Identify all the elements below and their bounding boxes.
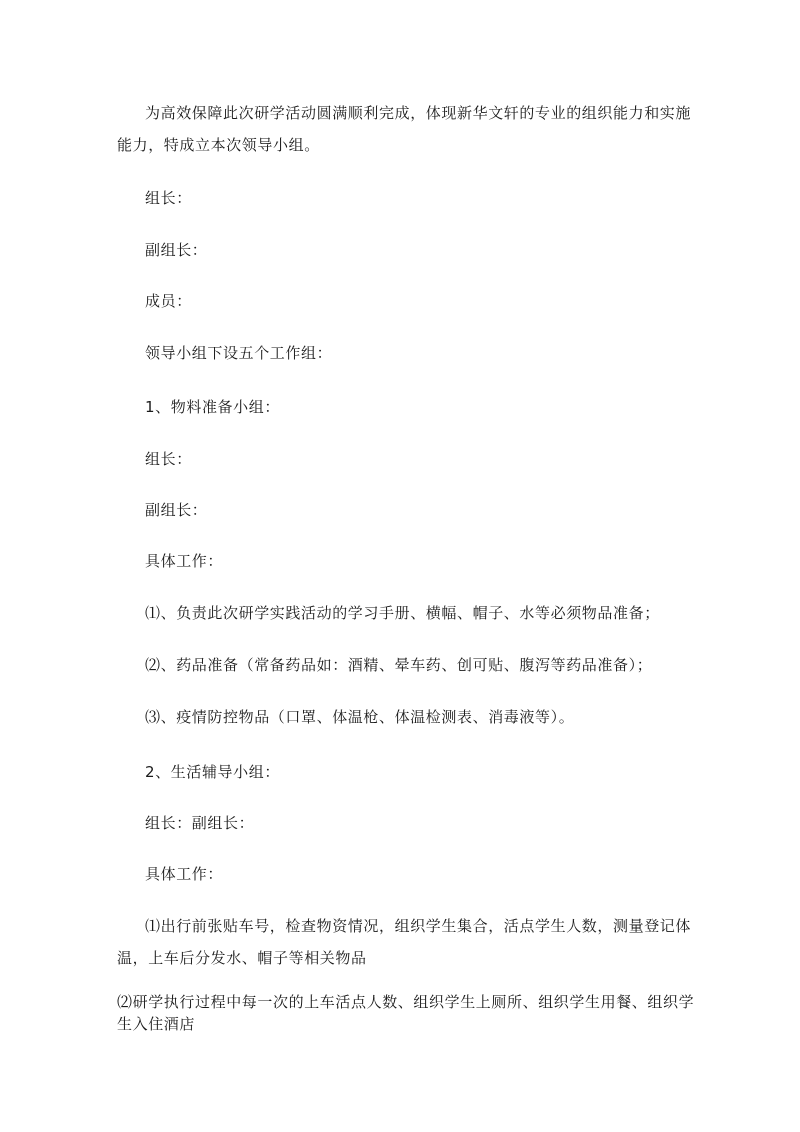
group1-title: 1、物料准备小组： — [145, 398, 280, 416]
group1-tasks-label: 具体工作： — [145, 552, 224, 570]
group2-task-2-line-1: ⑵研学执行过程中每一次的上车活点人数、组织学生上厕所、组织学生用餐、组织学 — [117, 993, 695, 1011]
group1-leader-label: 组长： — [145, 450, 192, 468]
group2-title: 2、生活辅导小组： — [145, 763, 280, 781]
group2-tasks-label: 具体工作： — [145, 865, 224, 883]
subgroups-intro: 领导小组下设五个工作组： — [145, 344, 333, 362]
leader-label: 组长： — [145, 189, 192, 207]
group1-task-2: ⑵、药品准备（常备药品如：酒精、晕车药、创可贴、腹泻等药品准备）； — [145, 656, 653, 674]
group2-leaders-label: 组长：副组长： — [145, 814, 255, 832]
group1-task-3: ⑶、疫情防控物品（口罩、体温枪、体温检测表、消毒液等）。 — [145, 708, 575, 726]
group1-task-1: ⑴、负责此次研学实践活动的学习手册、横幅、帽子、水等必须物品准备； — [145, 604, 660, 622]
group1-deputy-leader-label: 副组长： — [145, 501, 208, 519]
deputy-leader-label: 副组长： — [145, 241, 208, 259]
group2-task-2-line-2: 生入住酒店 — [117, 1015, 196, 1033]
intro-paragraph-line-2: 能力，特成立本次领导小组。 — [117, 136, 320, 154]
members-label: 成员： — [145, 292, 192, 310]
group2-task-1-line-2: 温，上车后分发水、帽子等相关物品 — [117, 949, 367, 967]
group2-task-1-line-1: ⑴出行前张贴车号，检查物资情况，组织学生集合，活点学生人数，测量登记体 — [145, 917, 692, 935]
intro-paragraph-line-1: 为高效保障此次研学活动圆满顺利完成，体现新华文轩的专业的组织能力和实施 — [145, 104, 692, 122]
